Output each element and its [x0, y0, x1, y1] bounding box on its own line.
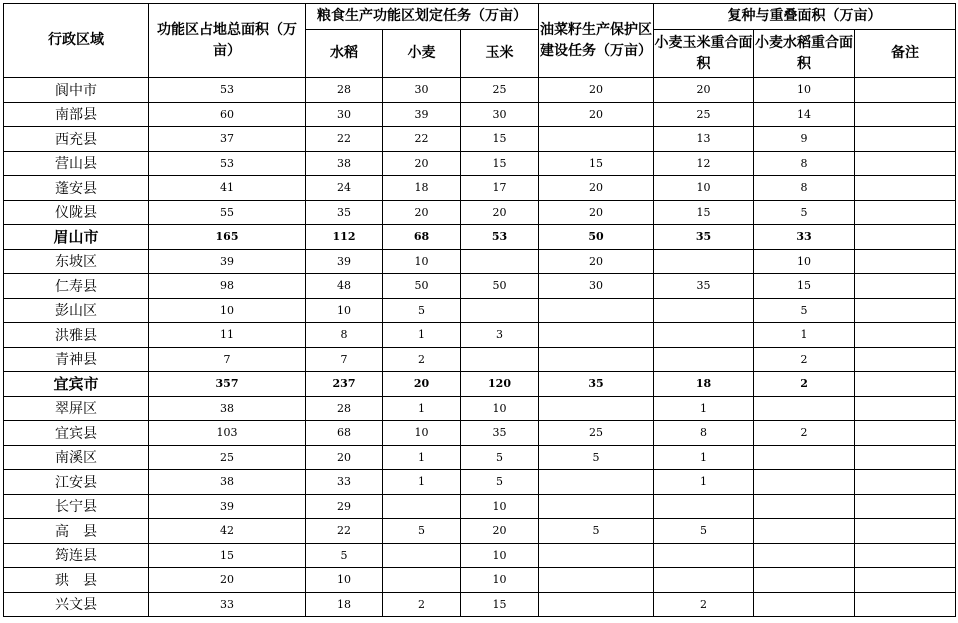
cell-wheat-rice-overlap — [754, 445, 855, 470]
cell-wheat-corn-overlap: 20 — [654, 78, 754, 103]
table-row — [4, 323, 956, 348]
cell-wheat: 1 — [383, 396, 461, 421]
cell-total-area: 38 — [149, 396, 306, 421]
cell-total-area: 33 — [149, 592, 306, 617]
cell-rapeseed: 15 — [539, 151, 654, 176]
cell-region-name: 筠连县 — [4, 543, 149, 568]
cell-rice: 5 — [306, 543, 383, 568]
cell-wheat-rice-overlap: 33 — [754, 225, 855, 250]
cell-wheat: 10 — [383, 421, 461, 446]
cell-rapeseed — [539, 543, 654, 568]
cell-wheat: 1 — [383, 323, 461, 348]
cell-wheat-rice-overlap: 15 — [754, 274, 855, 299]
cell-region-name: 蓬安县 — [4, 176, 149, 201]
cell-wheat-rice-overlap: 2 — [754, 347, 855, 372]
cell-wheat-rice-overlap — [754, 519, 855, 544]
table-row — [4, 592, 956, 617]
cell-remarks — [855, 519, 956, 544]
table-row — [4, 494, 956, 519]
cell-wheat — [383, 568, 461, 593]
cell-wheat: 1 — [383, 470, 461, 495]
cell-corn: 15 — [461, 127, 539, 152]
cell-wheat-corn-overlap: 1 — [654, 396, 754, 421]
cell-rapeseed: 20 — [539, 200, 654, 225]
cell-rapeseed — [539, 127, 654, 152]
cell-total-area: 53 — [149, 78, 306, 103]
table-row — [4, 396, 956, 421]
cell-rapeseed — [539, 494, 654, 519]
cell-rapeseed — [539, 323, 654, 348]
table-row — [4, 421, 956, 446]
cell-rapeseed: 20 — [539, 78, 654, 103]
cell-wheat-rice-overlap — [754, 592, 855, 617]
cell-corn: 30 — [461, 102, 539, 127]
cell-wheat-corn-overlap: 35 — [654, 225, 754, 250]
cell-wheat-corn-overlap: 1 — [654, 470, 754, 495]
cell-remarks — [855, 298, 956, 323]
cell-wheat-corn-overlap — [654, 323, 754, 348]
cell-wheat-rice-overlap: 8 — [754, 151, 855, 176]
header-grain-group: 粮食生产功能区划定任务（万亩） — [306, 4, 539, 30]
cell-wheat-corn-overlap — [654, 249, 754, 274]
cell-rapeseed: 5 — [539, 519, 654, 544]
cell-rapeseed: 50 — [539, 225, 654, 250]
cell-rice: 22 — [306, 127, 383, 152]
table-row — [4, 445, 956, 470]
cell-rapeseed — [539, 396, 654, 421]
cell-rice: 39 — [306, 249, 383, 274]
cell-total-area: 39 — [149, 494, 306, 519]
cell-region-name: 高 县 — [4, 519, 149, 544]
cell-wheat-rice-overlap: 2 — [754, 421, 855, 446]
cell-wheat-rice-overlap: 5 — [754, 298, 855, 323]
cell-wheat: 68 — [383, 225, 461, 250]
cell-wheat-rice-overlap — [754, 568, 855, 593]
cell-region-name: 营山县 — [4, 151, 149, 176]
cell-region-name: 西充县 — [4, 127, 149, 152]
cell-remarks — [855, 102, 956, 127]
cell-remarks — [855, 200, 956, 225]
cell-wheat-rice-overlap — [754, 494, 855, 519]
cell-rice: 7 — [306, 347, 383, 372]
table-row — [4, 102, 956, 127]
cell-rice: 10 — [306, 298, 383, 323]
cell-wheat-rice-overlap: 9 — [754, 127, 855, 152]
cell-wheat-corn-overlap — [654, 494, 754, 519]
cell-corn — [461, 249, 539, 274]
table-row — [4, 78, 956, 103]
cell-rice: 24 — [306, 176, 383, 201]
cell-remarks — [855, 176, 956, 201]
table-row — [4, 200, 956, 225]
header-total-area: 功能区占地总面积（万亩） — [149, 4, 306, 78]
cell-corn: 15 — [461, 151, 539, 176]
cell-corn — [461, 298, 539, 323]
cell-wheat-rice-overlap — [754, 470, 855, 495]
cell-wheat: 20 — [383, 372, 461, 397]
cell-total-area: 98 — [149, 274, 306, 299]
cell-region-name: 江安县 — [4, 470, 149, 495]
cell-remarks — [855, 78, 956, 103]
cell-remarks — [855, 543, 956, 568]
cell-rapeseed: 5 — [539, 445, 654, 470]
cell-total-area: 38 — [149, 470, 306, 495]
cell-corn: 10 — [461, 543, 539, 568]
cell-wheat — [383, 543, 461, 568]
cell-wheat: 10 — [383, 249, 461, 274]
cell-rapeseed: 25 — [539, 421, 654, 446]
cell-region-name: 阆中市 — [4, 78, 149, 103]
cell-remarks — [855, 225, 956, 250]
cell-remarks — [855, 568, 956, 593]
cell-wheat — [383, 494, 461, 519]
cell-wheat-corn-overlap: 18 — [654, 372, 754, 397]
cell-rice: 29 — [306, 494, 383, 519]
cell-corn: 35 — [461, 421, 539, 446]
table-row — [4, 151, 956, 176]
cell-remarks — [855, 249, 956, 274]
cell-corn: 25 — [461, 78, 539, 103]
cell-rapeseed: 30 — [539, 274, 654, 299]
cell-wheat-corn-overlap: 13 — [654, 127, 754, 152]
cell-wheat-rice-overlap: 14 — [754, 102, 855, 127]
cell-rice: 112 — [306, 225, 383, 250]
cell-corn: 10 — [461, 396, 539, 421]
cell-remarks — [855, 151, 956, 176]
cell-remarks — [855, 274, 956, 299]
cell-wheat-rice-overlap: 8 — [754, 176, 855, 201]
cell-total-area: 357 — [149, 372, 306, 397]
cell-rice: 8 — [306, 323, 383, 348]
cell-wheat-corn-overlap: 5 — [654, 519, 754, 544]
cell-wheat-corn-overlap: 2 — [654, 592, 754, 617]
cell-wheat-rice-overlap: 10 — [754, 78, 855, 103]
cell-wheat-corn-overlap: 10 — [654, 176, 754, 201]
cell-wheat: 50 — [383, 274, 461, 299]
cell-region-name: 珙 县 — [4, 568, 149, 593]
cell-rapeseed: 20 — [539, 102, 654, 127]
cell-rapeseed: 35 — [539, 372, 654, 397]
cell-remarks — [855, 127, 956, 152]
cell-region-name: 仪陇县 — [4, 200, 149, 225]
cell-rice: 38 — [306, 151, 383, 176]
cell-rice: 22 — [306, 519, 383, 544]
cell-remarks — [855, 592, 956, 617]
header-corn: 玉米 — [461, 30, 539, 78]
cell-corn: 53 — [461, 225, 539, 250]
cell-wheat-corn-overlap — [654, 543, 754, 568]
cell-wheat-corn-overlap: 1 — [654, 445, 754, 470]
cell-total-area: 165 — [149, 225, 306, 250]
cell-rice: 18 — [306, 592, 383, 617]
cell-remarks — [855, 445, 956, 470]
cell-rice: 35 — [306, 200, 383, 225]
cell-region-name: 宜宾县 — [4, 421, 149, 446]
cell-wheat: 20 — [383, 200, 461, 225]
table-row — [4, 176, 956, 201]
cell-corn: 17 — [461, 176, 539, 201]
header-remarks: 备注 — [855, 30, 956, 78]
cell-corn: 15 — [461, 592, 539, 617]
cell-wheat: 2 — [383, 347, 461, 372]
cell-region-name: 宜宾市 — [4, 372, 149, 397]
cell-region-name: 南部县 — [4, 102, 149, 127]
cell-region-name: 仁寿县 — [4, 274, 149, 299]
header-region: 行政区域 — [4, 4, 149, 78]
cell-wheat: 30 — [383, 78, 461, 103]
cell-wheat: 18 — [383, 176, 461, 201]
cell-remarks — [855, 323, 956, 348]
cell-corn: 5 — [461, 470, 539, 495]
cell-rapeseed — [539, 592, 654, 617]
header-wheat: 小麦 — [383, 30, 461, 78]
city-row — [4, 372, 956, 397]
cell-total-area: 103 — [149, 421, 306, 446]
cell-wheat-corn-overlap — [654, 347, 754, 372]
cell-wheat-rice-overlap: 2 — [754, 372, 855, 397]
cell-wheat: 22 — [383, 127, 461, 152]
cell-region-name: 洪雅县 — [4, 323, 149, 348]
cell-wheat-rice-overlap: 10 — [754, 249, 855, 274]
cell-total-area: 55 — [149, 200, 306, 225]
cell-wheat-rice-overlap — [754, 396, 855, 421]
cell-total-area: 25 — [149, 445, 306, 470]
header-wheat-rice-overlap: 小麦水稻重合面积 — [754, 30, 855, 78]
table-body — [4, 78, 956, 617]
cell-wheat-corn-overlap: 25 — [654, 102, 754, 127]
table-row — [4, 127, 956, 152]
cell-wheat-rice-overlap: 1 — [754, 323, 855, 348]
cell-rapeseed: 20 — [539, 176, 654, 201]
cell-rapeseed: 20 — [539, 249, 654, 274]
header-rapeseed: 油菜籽生产保护区建设任务（万亩） — [539, 4, 654, 78]
cell-wheat: 20 — [383, 151, 461, 176]
cell-total-area: 11 — [149, 323, 306, 348]
cell-corn: 120 — [461, 372, 539, 397]
cell-rapeseed — [539, 347, 654, 372]
table-row — [4, 347, 956, 372]
cell-corn: 5 — [461, 445, 539, 470]
cell-total-area: 37 — [149, 127, 306, 152]
cell-region-name: 东坡区 — [4, 249, 149, 274]
table-row — [4, 298, 956, 323]
cell-rice: 20 — [306, 445, 383, 470]
cell-rapeseed — [539, 470, 654, 495]
cell-corn: 20 — [461, 200, 539, 225]
header-wheat-corn-overlap: 小麦玉米重合面积 — [654, 30, 754, 78]
cell-rice: 28 — [306, 78, 383, 103]
cell-rapeseed — [539, 298, 654, 323]
table-row — [4, 543, 956, 568]
cell-wheat: 2 — [383, 592, 461, 617]
table-header — [4, 4, 956, 78]
cell-total-area: 42 — [149, 519, 306, 544]
cell-remarks — [855, 470, 956, 495]
cell-remarks — [855, 372, 956, 397]
cell-rice: 28 — [306, 396, 383, 421]
header-overlap-group: 复种与重叠面积（万亩） — [654, 4, 956, 30]
cell-rapeseed — [539, 568, 654, 593]
cell-total-area: 7 — [149, 347, 306, 372]
cell-wheat: 39 — [383, 102, 461, 127]
cell-rice: 237 — [306, 372, 383, 397]
cell-remarks — [855, 396, 956, 421]
cell-wheat-corn-overlap: 35 — [654, 274, 754, 299]
cell-corn: 50 — [461, 274, 539, 299]
cell-rice: 33 — [306, 470, 383, 495]
cell-remarks — [855, 494, 956, 519]
cell-rice: 30 — [306, 102, 383, 127]
cell-corn — [461, 347, 539, 372]
cell-total-area: 60 — [149, 102, 306, 127]
cell-region-name: 彭山区 — [4, 298, 149, 323]
cell-corn: 20 — [461, 519, 539, 544]
cell-region-name: 青神县 — [4, 347, 149, 372]
cell-rice: 48 — [306, 274, 383, 299]
cell-remarks — [855, 421, 956, 446]
cell-region-name: 长宁县 — [4, 494, 149, 519]
cell-wheat-corn-overlap — [654, 568, 754, 593]
cell-wheat-corn-overlap — [654, 298, 754, 323]
cell-total-area: 15 — [149, 543, 306, 568]
cell-wheat-corn-overlap: 15 — [654, 200, 754, 225]
table-row — [4, 519, 956, 544]
table-row — [4, 274, 956, 299]
cell-region-name: 兴文县 — [4, 592, 149, 617]
table-row — [4, 470, 956, 495]
cell-corn: 10 — [461, 568, 539, 593]
city-row — [4, 225, 956, 250]
crop-area-table — [3, 3, 956, 617]
cell-wheat: 1 — [383, 445, 461, 470]
cell-region-name: 南溪区 — [4, 445, 149, 470]
cell-total-area: 41 — [149, 176, 306, 201]
cell-total-area: 53 — [149, 151, 306, 176]
cell-wheat-corn-overlap: 8 — [654, 421, 754, 446]
cell-region-name: 翠屏区 — [4, 396, 149, 421]
cell-remarks — [855, 347, 956, 372]
cell-wheat-rice-overlap: 5 — [754, 200, 855, 225]
cell-wheat-rice-overlap — [754, 543, 855, 568]
cell-total-area: 39 — [149, 249, 306, 274]
table-row — [4, 568, 956, 593]
cell-total-area: 10 — [149, 298, 306, 323]
cell-corn: 10 — [461, 494, 539, 519]
cell-wheat-corn-overlap: 12 — [654, 151, 754, 176]
cell-wheat: 5 — [383, 298, 461, 323]
header-rice: 水稻 — [306, 30, 383, 78]
cell-rice: 10 — [306, 568, 383, 593]
cell-region-name: 眉山市 — [4, 225, 149, 250]
cell-corn: 3 — [461, 323, 539, 348]
cell-rice: 68 — [306, 421, 383, 446]
cell-wheat: 5 — [383, 519, 461, 544]
cell-total-area: 20 — [149, 568, 306, 593]
table-row — [4, 249, 956, 274]
